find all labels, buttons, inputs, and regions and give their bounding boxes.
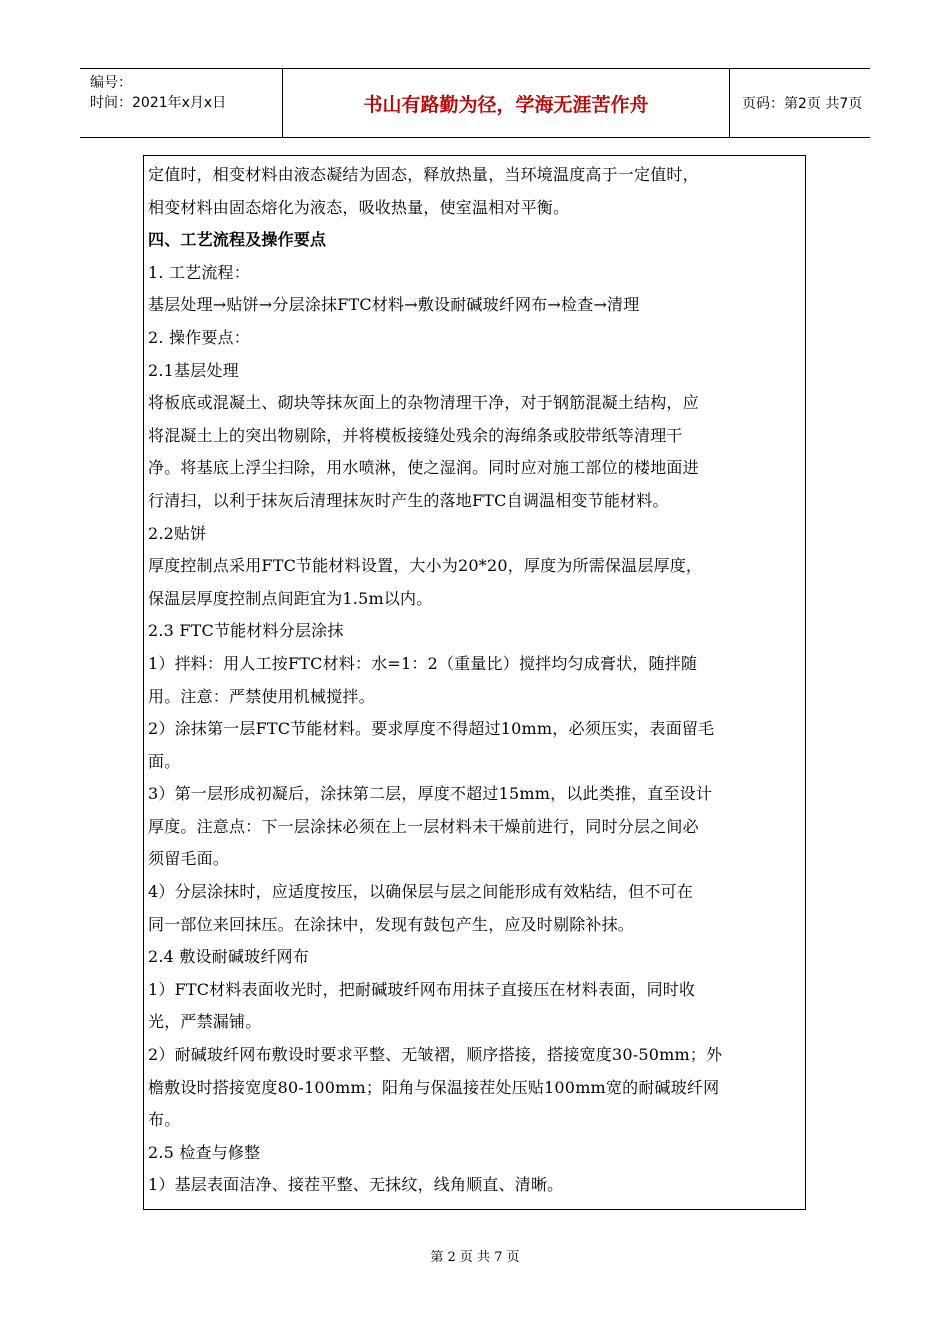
text-line: 2）耐碱玻纤网布敷设时要求平整、无皱褶，顺序搭接，搭接宽度30-50mm；外 bbox=[148, 1045, 723, 1065]
text-line: 1）基层表面洁净、接茬平整、无抹纹，线角顺直、清晰。 bbox=[148, 1175, 564, 1195]
text-line: 厚度控制点采用FTC节能材料设置，大小为20*20，厚度为所需保温层厚度， bbox=[148, 556, 703, 576]
text-line: 相变材料由固态熔化为液态，吸收热量，使室温相对平衡。 bbox=[148, 197, 570, 217]
section-heading: 四、工艺流程及操作要点 bbox=[148, 230, 327, 250]
number-label: 编号： bbox=[90, 75, 132, 91]
document-body bbox=[143, 155, 806, 1210]
text-line: 厚度。注意点：下一层涂抹必须在上一层材料未干燥前进行，同时分层之间必 bbox=[148, 816, 699, 836]
text-line: 行清扫，以利于抹灰后清理抹灰时产生的落地FTC自调温相变节能材料。 bbox=[148, 490, 669, 510]
header-meta bbox=[80, 69, 283, 137]
text-line: 2）涂抹第一层FTC节能材料。要求厚度不得超过10mm，必须压实，表面留毛 bbox=[148, 719, 715, 739]
text-line: 2. 操作要点： bbox=[148, 327, 250, 347]
text-line: 光，严禁漏铺。 bbox=[148, 1012, 262, 1032]
text-line: 1）拌料：用人工按FTC材料：水=1：2（重量比）搅拌均匀成膏状，随拌随 bbox=[148, 653, 698, 673]
text-line: 基层处理→贴饼→分层涂抹FTC材料→敷设耐碱玻纤网布→检查→清理 bbox=[148, 295, 640, 315]
text-line: 面。 bbox=[148, 751, 181, 771]
page-footer: 第 2 页 共 7 页 bbox=[430, 1250, 520, 1265]
text-line: 1）FTC材料表面收光时，把耐碱玻纤网布用抹子直接压在材料表面，同时收 bbox=[148, 979, 696, 999]
text-line: 1. 工艺流程： bbox=[148, 262, 250, 282]
text-line: 2.5 检查与修整 bbox=[148, 1142, 261, 1162]
text-line: 将混凝土上的突出物剔除，并将模板接缝处残余的海绵条或胶带纸等清理干 bbox=[148, 425, 683, 445]
text-line: 2.3 FTC节能材料分层涂抹 bbox=[148, 621, 344, 641]
text-line: 净。将基底上浮尘扫除，用水喷淋，使之湿润。同时应对施工部位的楼地面进 bbox=[148, 458, 699, 478]
text-line: 须留毛面。 bbox=[148, 849, 230, 869]
page-header bbox=[80, 68, 870, 138]
text-line: 将板底或混凝土、砌块等抹灰面上的杂物清理干净，对于钢筋混凝土结构，应 bbox=[148, 393, 699, 413]
text-line: 2.1基层处理 bbox=[148, 360, 239, 380]
text-line: 4）分层涂抹时，应适度按压，以确保层与层之间能形成有效粘结，但不可在 bbox=[148, 882, 693, 902]
header-page-label: 页码：第2页 共7页 bbox=[742, 96, 863, 112]
text-line: 2.4 敷设耐碱玻纤网布 bbox=[148, 947, 309, 967]
text-line: 定值时，相变材料由液态凝结为固态，释放热量，当环境温度高于一定值时， bbox=[148, 165, 699, 184]
text-line: 用。注意：严禁使用机械搅拌。 bbox=[148, 686, 375, 706]
text-line: 布。 bbox=[148, 1110, 181, 1130]
text-line: 檐敷设时搭接宽度80-100mm；阳角与保温接茬处压贴100mm宽的耐碱玻纤网 bbox=[148, 1077, 720, 1097]
text-line: 保温层厚度控制点间距宜为1.5m以内。 bbox=[148, 588, 433, 608]
header-motto: 书山有路勤为径，学海无涯苦作舟 bbox=[283, 69, 730, 137]
text-line: 同一部位来回抹压。在涂抹中，发现有鼓包产生，应及时剔除补抹。 bbox=[148, 914, 635, 934]
text-line: 3）第一层形成初凝后，涂抹第二层，厚度不超过15mm，以此类推，直至设计 bbox=[148, 784, 713, 804]
time-label: 时间：2021年x月x日 bbox=[90, 95, 227, 111]
text-line: 2.2贴饼 bbox=[148, 523, 207, 543]
